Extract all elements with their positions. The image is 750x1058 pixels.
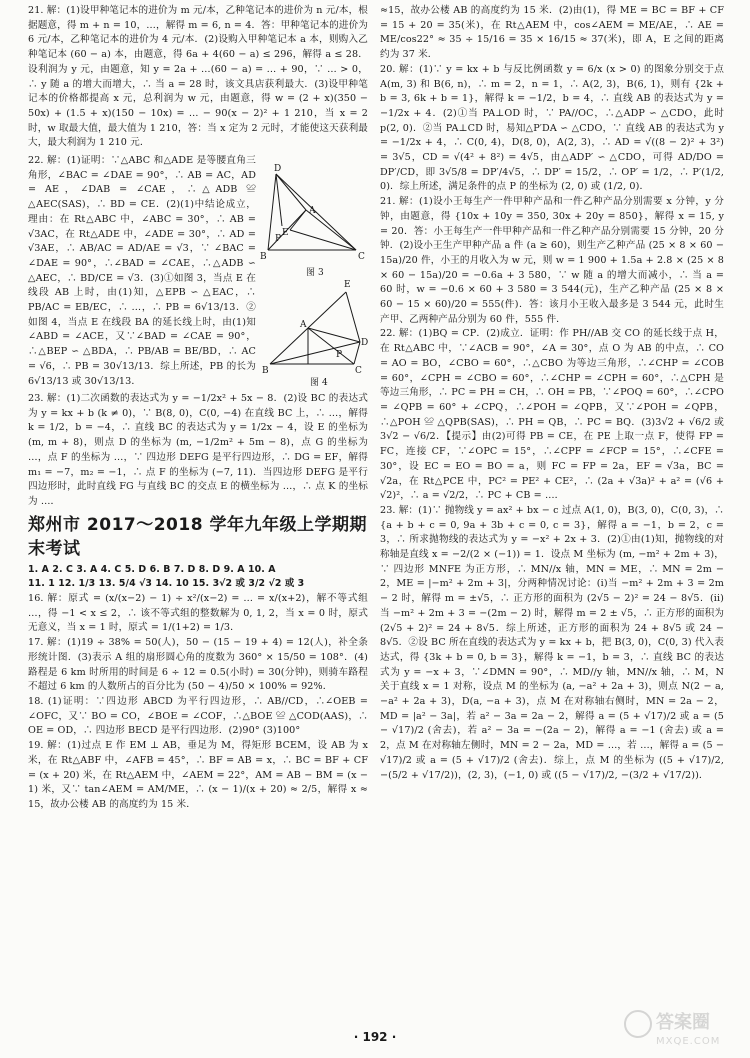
answer-22-right: 22. 解：(1)BQ = CP．(2)成立．证明：作 PH//AB 交 CO 的延长线于点 H，在 Rt△ABC 中，∵∠ACB = 90°，∠A = 30°，点 O 为 AB 的中点，∴ CO = AO = BO，∠CBO = 60°，∴△CBO 为等边三角形，∴∠CHP = ∠COB = 60°，∠CPH = ∠CBO = 60°，∴∠CHP = ∠CPH = 60°，∴△CPH 是等边三角形，∴ PC = PH = CH，∴ OH = PB，∵∠POQ = 60°，∴∠CPO = ∠QPB = 60° + ∠CPQ，∴∠POH = ∠QPB，又∵∠POH = ∠QPB，∴△POH ≌ △QPB(SAS)，∴ PH = QB，∴ PC = BQ．(3)3√2 + √6/2 或 3√2 − √6/2．【提示】由(2)可得 PB = CE，在 PE 上取一点 F，使得 FP = FC，连接 CF，∵∠OPC = 15°，∴∠CPF = ∠FCP = 15°，∴∠CFE = 30°，设 EC = EO = BO = a，则 FC = FP = 2a，EF = √3a，BC = √2a，在 Rt△PCE 中，PC² = PE² + CE²，∴ (2a + √3a)² + a² = (√6 + √2)²，∴ a = √2/2，∴ PC + CB = …． — [380, 328, 724, 502]
watermark-logo — [622, 1002, 732, 1052]
left-column — [28, 4, 368, 1014]
figure-3 — [260, 164, 368, 280]
figure-4 — [260, 280, 368, 389]
fig3-label-p: P — [275, 234, 282, 245]
answer-21-right: 21. 解：(1)设小王每生产一件甲种产品和一件乙种产品分别需要 x 分钟，y 分钟，由题意，得 {10x + 10y = 350, 30x + 20y = 850}，解得 x = 15, y = 20．答：小王每生产一件甲种产品和一件乙种产品分别需要 15 分钟，20 分钟．(2)设小王生产甲种产品 a 件 (a ≥ 60)，则生产乙种产品 (25 × 8 × 60 − 15a)/20 件，小王的月收入为 w 元，则 w = 1 900 + 1.5a + 2.8 × (25 × 8 × 60 − 15a)/20 = −0.6a + 3 580，∵ w 随 a 的增大而减小，∴ 当 a = 60 时，w = −0.6 × 60 + 3 580 = 3 544(元)，生产乙种产品 (25 × 8 × 60 − 15 × 60)/20 = 555(件)．答：该月小王收入最多是 3 544 元，此时生产甲、乙两种产品分别为 60 件，555 件． — [380, 196, 724, 325]
fig4-label-b: B — [262, 366, 269, 377]
answer-19: 19. 解：(1)过点 E 作 EM ⊥ AB，垂足为 M，得矩形 BCEM，设 AB 为 x 米，在 Rt△ABF 中，∠AFB = 45°，∴ BF = AB = x，∴ BC = BF + CF = (x + 20) 米，在 Rt△AEM 中，∠AEM = 22°，AM = AB − BM = (x − 1) 米，又∵ tan∠AEM = AM/ME，∴ (x − 1)/(x + 20) ≈ 2/5，解得 x ≈ 15，故办公楼 AB 的高度约为 15 米． — [28, 740, 368, 810]
answer-21: 21. 解：(1)设甲种笔记本的进价为 m 元/本，乙种笔记本的进价为 n 元/本，根据题意，得 m + n = 10，…，解得 m = 6, n = 4．答：甲种笔记本的进价为 6 元/本，乙种笔记本的进价为 4 元/本．(2)设购入甲种笔记本 a 本，则购入乙种笔记本 (60 − a) 本，由题意，得 6a + 4(60 − a) ≤ 296，解得 a ≤ 28．设利润为 y 元，由题意，知 y = 2a + …(60 − a) = … + 90，∵ … > 0，∴ y 随 a 的增大而增大，∴ 当 a = 28 时，该文具店获利最大．(3)设甲种笔记本的价格都提高 x 元，总利润为 w 元，由题意，得 w = (2 + x)(350 − 50x) + (1.5 + x)(150 − 10x) = … − 90(x − 2)² + 1 210，当 x = 2 时，w 取最大值，最大值为 1 210，答：当 x 定为 2 元时，才能使这天获利最大，最大利润为 1 210 元． — [28, 5, 368, 149]
fig4-label-c: C — [355, 366, 362, 377]
fig4-label-a: A — [300, 320, 307, 331]
answer-16: 16. 解：原式 = (x/(x−2) − 1) ÷ x²/(x−2) = … = x/(x+2)，解不等式组 …，得 −1 < x ≤ 2，∴ 该不等式组的整数解为 0, 1, 2，当 x = 0 时，原式无意义，当 x = 1 时，原式 = 1/(1+2) = 1/3． — [28, 593, 368, 634]
answer-23: 23. 解：(1)二次函数的表达式为 y = −1/2x² + 5x − 8．(2)设 BC 的表达式为 y = kx + b (k ≠ 0)，∵ B(8, 0)，C(0, −4) 在直线 BC 上，∴ …，解得 k = 1/2，b = −4，∴ 直线 BC 的表达式为 y = 1/2x − 4，设 E 的坐标为 (m, m + 8)，则点 D 的坐标为 (m, −1/2m² + 5m − 8)，点 G 的坐标为 …，点 F 的坐标为 …，∵ 四边形 DEFG 是平行四边形，∴ DG = EF，解得 m₁ = −7，m₂ = −1，∴ 点 F 的坐标为 (−7, 11)．当四边形 DEFG 是平行四边形时，此时直线 FG 与直线 BC 的交点 E 的横坐标为 …，∴ 点 K 的坐标为 …． — [28, 393, 368, 507]
answer-19-continued: ≈15，故办公楼 AB 的高度约为 15 米．(2)由(1)，得 ME = BC = BF + CF = 15 + 20 = 35(米)，在 Rt△AEM 中，cos∠AEM = ME/AE，∴ AE = ME/cos22° ≈ 35 ÷ 15/16 = 35 × 16/15 ≈ 37(米)，即 A，E 之间的距离约为 37 米． — [380, 5, 724, 61]
answers-fill: 11. 1 12. 1/3 13. 5/4 √3 14. 10 15. 3√2 或 3/2 √2 或 3 — [28, 578, 305, 590]
answer-23-right: 23. 解：(1)∵ 抛物线 y = ax² + bx − c 过点 A(1, 0)，B(3, 0)，C(0, 3)，∴ {a + b + c = 0, 9a + 3b + c = 0, c = 3}，解得 a = −1，b = 2，c = 3，∴ 所求抛物线的表达式为 y = −x² + 2x + 3．(2)①由(1)知，抛物线的对称轴是直线 x = −2/(2 × (−1)) = 1．设点 M 坐标为 (m, −m² + 2m + 3)，∵ 四边形 MNFE 为正方形，∴ MN//x 轴，MN = ME，∴ MN = 2m − 2，ME = |−m² + 2m + 3|，分两种情况讨论：(i)当 −m² + 2m + 3 = 2m − 2 时，解得 m = ±√5，∴ 正方形的面积为 (2√5 − 2)² = 24 − 8√5．(ii)当 −m² + 2m + 3 = −(2m − 2) 时，解得 m = 2 ± √5，∴ 正方形的面积为 (2√5 + 2)² = 24 + 8√5．综上所述，正方形的面积为 24 + 8√5 或 24 − 8√5．②设 BC 所在直线的表达式为 y = kx + b，把 B(3, 0)，C(0, 3) 代入表达式，得 {3k + b = 0, b = 3}，解得 k = −1，b = 3，∴ 直线 BC 的表达式为 y = −x + 3，∵∠DMN = 90°，∴ MD//y 轴，MN//x 轴，∴ M，N 关于直线 x = 1 对称，设点 M 的坐标为 (a, −a² + 2a + 3)，则点 N(2 − a, −a² + 2a + 3)，D(a, −a + 3)，点 M 在对称轴右侧时，MN = 2a − 2，MD = |a² − 3a|，若 a² − 3a = 2a − 2，解得 a = (5 + √17)/2 或 a = (5 − √17)/2 (舍去)，若 a² − 3a = −(2a − 2)，解得 a = −1 (舍去) 或 a = 2，点 M 在对称轴左侧时，MN = 2 − 2a，MD = …，若 …，解得 a = (5 − √17)/2 或 a = (5 + √17)/2 (舍去)．综上，点 M 的坐标为 ((5 + √17)/2, −(5/2 + √17/2))，(2, 3)，(−1, 0) 或 ((5 − √17)/2, −(3/2 + √17/2))． — [380, 504, 724, 781]
answer-18: 18. (1)证明：∵四边形 ABCD 为平行四边形，∴ AB//CD，∴∠OEB = ∠OFC，又∵ BO = CO，∠BOE = ∠COF，∴△BOE ≌ △COD(AAS)，∴ OE = OD，∴ 四边形 BECD 是平行四边形．(2)90° (3)100° — [28, 695, 368, 737]
fig4-label-e: E — [344, 280, 351, 291]
fig4-label-p: P — [336, 350, 343, 361]
answer-17: 17. 解：(1)19 ÷ 38% = 50(人)，50 − (15 − 19 + 4) = 12(人)，补全条形统计图．(3)表示 A 组的扇形圆心角的度数为 360° × 15/50 = 108°．(4)路程是 6 km 时所用的时间是 6 ÷ 12 = 0.5(小时) = 30(分钟)，则骑车路程不超过 6 km 的人数所占的百分比为 (50 − 4)/50 × 100% = 92%． — [28, 637, 368, 693]
answer-22: 22. 解：(1)证明：∵△ABC 和△ADE 是等腰直角三角形，∠BAC = ∠DAE = 90°，∴ AB = AC，AD = AE，∠DAB = ∠CAE，∴△ADB ≌ △AEC(SAS)，∴ BD = CE．(2)(1)中结论成立，理由：在 Rt△ABC 中，∠ABC = 30°，∴ AB = √3AC，在 Rt△ADE 中，∠ADE = 30°，∴ AD = √3AE，∴ AB/AC = AD/AE = √3，∵ ∠BAC = ∠DAE = 90°，∴∠BAD = ∠CAE，∴△ADB ∽ △AEC，∴ BD/CE = √3．(3)①如图 3，当点 E 在线段 AB 上时，由(1)知，△EPB ∽ △EAC，∴ PB/AC = EB/EC，∴ …，∴ PB = 6√13/13．②如图 4，当点 E 在线段 BA 的延长线上时，由(1)知 ∠ABD = ∠ACE，又∵∠BAD = ∠CAE = 90°，∴△BEP ∽ △BDA，∴ PB/AB = BE/BD，∴ AC = √6，∴ PB = 30√13/13．综上所述，PB 的长为 6√13/13 或 30√13/13． — [28, 155, 256, 387]
watermark-sub: MXQE.COM — [656, 1036, 721, 1047]
fig3-label-b: B — [260, 252, 267, 263]
fig3-label-e: E — [282, 228, 289, 239]
figure-3-drawing — [260, 168, 368, 280]
watermark-main: 答案圈 — [656, 1012, 710, 1033]
right-column — [380, 4, 724, 1014]
fig3-label-a: A — [309, 206, 316, 217]
fig4-label-d: D — [361, 338, 368, 349]
fig4-caption: 图 4 — [310, 378, 328, 389]
figure-4-drawing — [260, 284, 368, 388]
answers-choice: 1. A 2. C 3. A 4. C 5. D 6. B 7. D 8. D 9. A 10. A — [28, 563, 276, 575]
fig3-caption: 图 3 — [306, 268, 324, 279]
answer-20: 20. 解：(1)∵ y = kx + b 与反比例函数 y = 6/x (x > 0) 的图象分别交于点 A(m, 3) 和 B(6, n)，∴ m = 2，n = 1，∴ A(2, 3)，B(6, 1)，则有 {2k + b = 3, 6k + b = 1}，解得 k = −1/2，b = 4，∴ 直线 AB 的表达式为 y = −1/2x + 4．(2)①当 PA⊥OD 时，∵ PA//OC，∴△ADP ∽ △CDO，此时 p(2, 0)．②当 PA⊥CD 时，易知△P′DA ∽ △CDO，∵ 直线 AB 的表达式为 y = −1/2x + 4，∴ C(0, 4)，D(8, 0)，A(2, 3)，∴ AD = √((8 − 2)² + 3²) = 3√5，CD = √(4² + 8²) = 4√5，由△ADP′ ∽ △CDO，可得 AD/DO = DP′/CD，即 3√5/8 = DP′/4√5，∴ DP′ = 15/2，∴ OP′ = 1/2，∴ P′(1/2, 0)．综上所述，满足条件的点 P 的坐标为 (2, 0) 或 (1/2, 0)． — [380, 63, 724, 193]
watermark-icon — [622, 1002, 732, 1052]
page-number: · 192 · — [353, 1030, 397, 1044]
fig3-label-d: D — [274, 164, 282, 175]
fig3-label-c: C — [358, 252, 365, 263]
section-title: 郑州市 2017～2018 学年九年级上学期期末考试 — [28, 514, 367, 559]
